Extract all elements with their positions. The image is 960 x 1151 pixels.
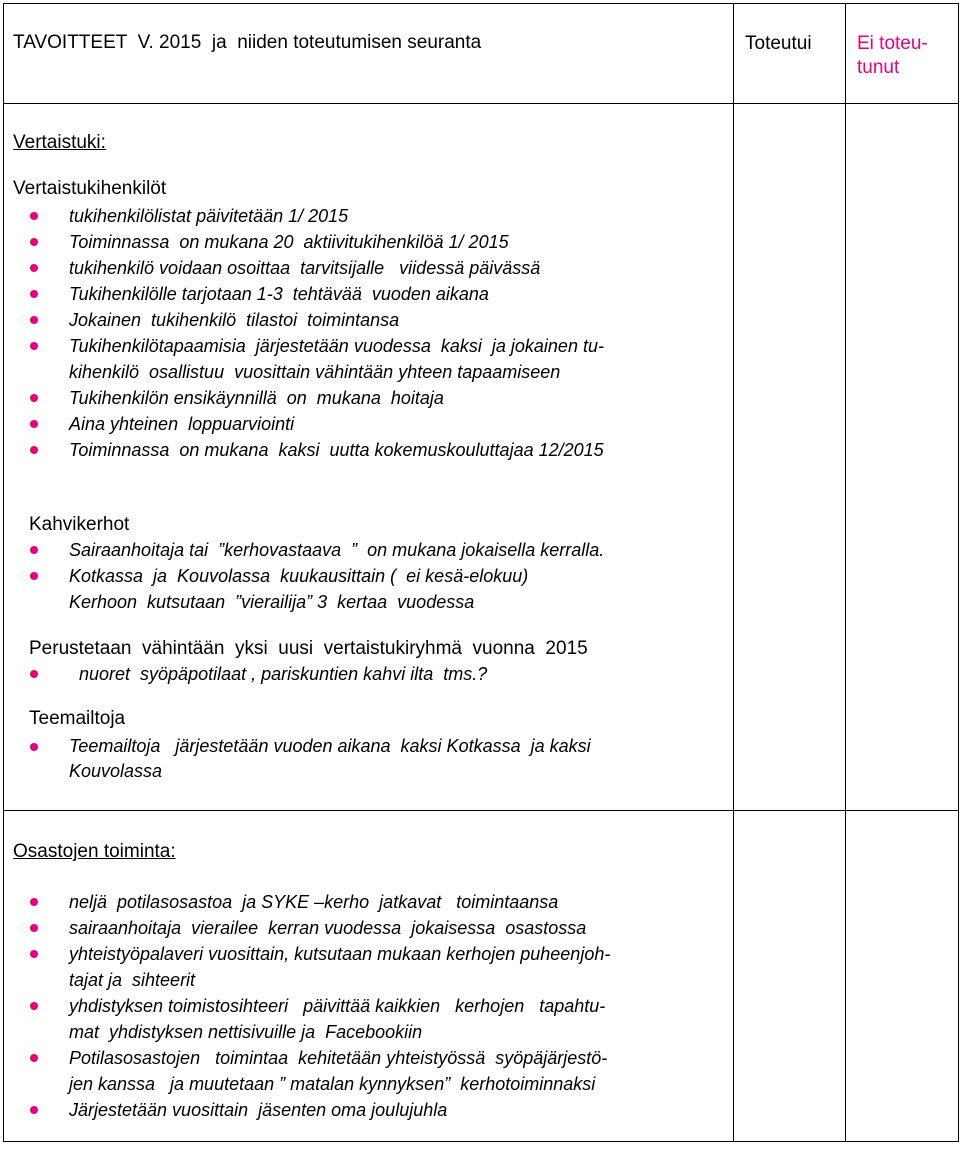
list-item-continuation: Kerhoon kutsutaan ”vierailija” 3 kertaa vuodessa: [69, 592, 475, 612]
list-item: neljä potilasosastoa ja SYKE –kerho jatkavat toimintaansa: [13, 889, 733, 915]
list-item: yhdistyksen toimistosihteeri päivittää kaikkien kerhojen tapahtu-: [13, 993, 733, 1019]
list-item-continuation: Kouvolassa: [69, 761, 163, 781]
header-toteutui-cell: [734, 4, 846, 104]
list-osastot-2: [13, 993, 733, 1019]
list-item-continuation: kihenkilö osallistuu vuosittain vähintään yhteen tapaamiseen: [69, 362, 561, 382]
section-vertaistuki-content: [4, 104, 734, 811]
section-osastot-row: [4, 811, 959, 1142]
list-item: Toiminnassa on mukana 20 aktiivitukihenkilöä 1/ 2015: [13, 229, 733, 255]
section-osastot-content: [4, 811, 734, 1142]
column-header-toteutui: Toteutui: [745, 33, 812, 54]
ei-toteutunut-cell: [846, 104, 959, 811]
list-item: Teemailtoja järjestetään vuoden aikana kaksi Kotkassa ja kaksi: [13, 734, 733, 759]
list-item: Sairaanhoitaja tai ”kerhovastaava ” on mukana jokaisella kerralla.: [13, 537, 733, 563]
section-heading-vertaistuki: Vertaistuki:: [13, 132, 106, 153]
header-row: [4, 4, 959, 104]
toteutui-cell: [734, 104, 846, 811]
list-item: Aina yhteinen loppuarviointi: [13, 411, 733, 437]
list-kahvikerhot: [13, 537, 733, 589]
list-vertaistukihenkilot: [13, 203, 733, 359]
list-item: tukihenkilö voidaan osoittaa tarvitsijalle viidessä päivässä: [13, 255, 733, 281]
list-osastot-3: [13, 1045, 733, 1071]
list-item: Tukihenkilölle tarjotaan 1-3 tehtävää vuoden aikana: [13, 281, 733, 307]
list-item-continuation: mat yhdistyksen nettisivuille ja Facebookiin: [69, 1022, 423, 1042]
list-osastot: [13, 889, 733, 967]
list-vertaistukihenkilot-cont: [13, 385, 733, 463]
header-ei-toteutunut-cell: [846, 4, 959, 104]
list-item-continuation: jen kanssa ja muutetaan ” matalan kynnyksen” kerhotoiminnaksi: [69, 1074, 596, 1094]
list-item: Tukihenkilön ensikäynnillä on mukana hoitaja: [13, 385, 733, 411]
section-heading-osastot: Osastojen toiminta:: [13, 841, 176, 862]
header-title-cell: [4, 4, 734, 104]
subheading-uusi-vertaistukiryhma: Perustetaan vähintään yksi uusi vertaistukiryhmä vuonna 2015: [29, 638, 588, 659]
list-item: Potilasosastojen toimintaa kehitetään yhteistyössä syöpäjärjestö-: [13, 1045, 733, 1071]
list-item: yhteistyöpalaveri vuosittain, kutsutaan mukaan kerhojen puheenjoh-: [13, 941, 733, 967]
list-item: Kotkassa ja Kouvolassa kuukausittain ( ei kesä-elokuu): [13, 563, 733, 589]
goals-table: [3, 3, 959, 1142]
list-item: sairaanhoitaja vierailee kerran vuodessa jokaisessa osastossa: [13, 915, 733, 941]
column-header-ei-toteutunut: Ei toteu- tunut: [857, 33, 928, 78]
list-item: Toiminnassa on mukana kaksi uutta kokemuskouluttajaa 12/2015: [13, 437, 733, 463]
subheading-teemailtoja: Teemailtoja: [29, 708, 126, 729]
list-item: nuoret syöpäpotilaat , pariskuntien kahvi ilta tms.?: [13, 661, 733, 687]
section-vertaistuki-row: [4, 104, 959, 811]
list-item: Järjestetään vuosittain jäsenten oma joulujuhla: [13, 1097, 733, 1123]
toteutui-cell: [734, 811, 846, 1142]
list-item: tukihenkilölistat päivitetään 1/ 2015: [13, 203, 733, 229]
list-item: Jokainen tukihenkilö tilastoi toimintansa: [13, 307, 733, 333]
list-teemailtoja: [13, 734, 733, 759]
list-item-continuation: tajat ja sihteerit: [69, 970, 196, 990]
subheading-vertaistukihenkilot: Vertaistukihenkilöt: [13, 178, 167, 199]
list-item: Tukihenkilötapaamisia järjestetään vuodessa kaksi ja jokainen tu-: [13, 333, 733, 359]
page-title: TAVOITTEET V. 2015 ja niiden toteutumisen seuranta: [13, 32, 482, 53]
list-uusi-ryhma: [13, 661, 733, 687]
subheading-kahvikerhot: Kahvikerhot: [29, 514, 130, 535]
list-osastot-4: [13, 1097, 733, 1123]
ei-toteutunut-cell: [846, 811, 959, 1142]
